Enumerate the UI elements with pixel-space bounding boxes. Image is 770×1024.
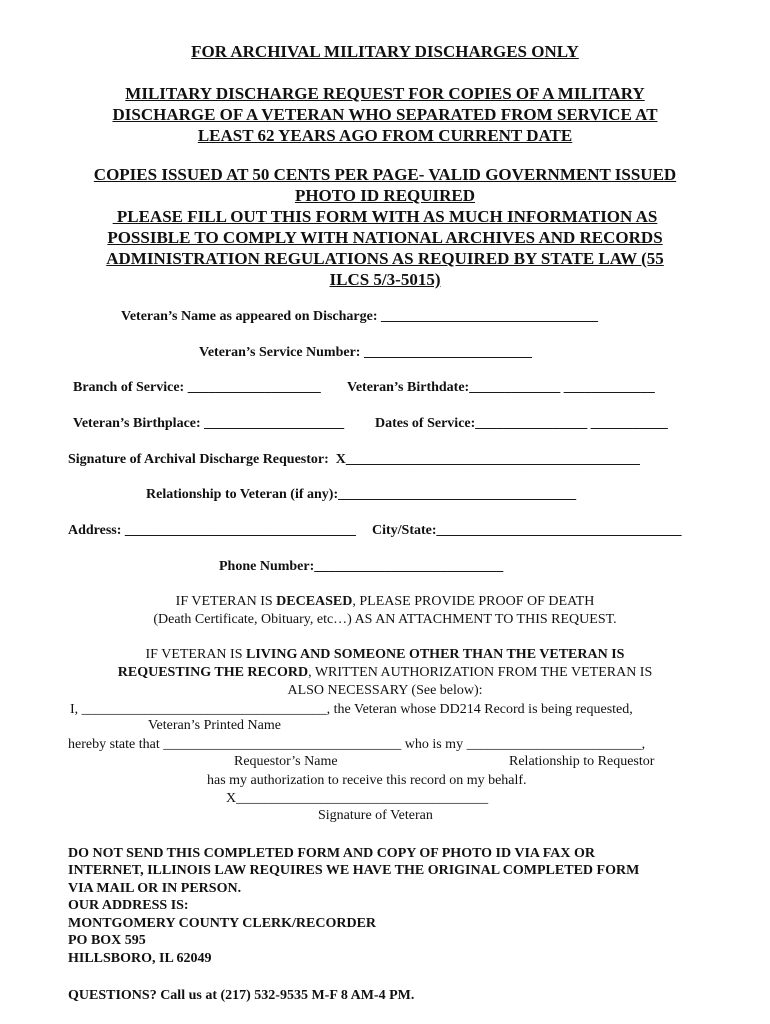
questions-contact: QUESTIONS? Call us at (217) 532-9535 M-F 8 AM-4 PM. xyxy=(68,988,415,1003)
relationship-to-requestor-label: Relationship to Requestor xyxy=(509,754,655,769)
living-notice-line-2: REQUESTING THE RECORD, WRITTEN AUTHORIZATION FROM THE VETERAN IS xyxy=(117,665,653,680)
po-box: PO BOX 595 xyxy=(68,933,146,948)
birthdate-field[interactable]: Veteran’s Birthdate:_____________ _____________ xyxy=(347,380,655,395)
deceased-notice: IF VETERAN IS DECEASED, PLEASE PROVIDE PROOF OF DEATH xyxy=(175,594,595,609)
dates-of-service-field[interactable]: Dates of Service:________________ ___________ xyxy=(375,416,668,431)
authorization-text: has my authorization to receive this record on my behalf. xyxy=(207,773,527,788)
requestor-name-field[interactable]: hereby state that __________________________________ who is my _________________________, xyxy=(68,737,646,752)
birthplace-field[interactable]: Veteran’s Birthplace: ____________________ xyxy=(73,416,345,431)
veteran-signature-field[interactable]: X____________________________________ xyxy=(226,791,489,806)
footer-line-2: INTERNET, ILLINOIS LAW REQUIRES WE HAVE THE ORIGINAL COMPLETED FORM xyxy=(68,863,640,878)
branch-field[interactable]: Branch of Service: ___________________ xyxy=(73,380,321,395)
notice-line-4: POSSIBLE TO COMPLY WITH NATIONAL ARCHIVES AND RECORDS xyxy=(107,228,663,247)
title-line-3: LEAST 62 YEARS AGO FROM CURRENT DATE xyxy=(197,126,573,145)
veteran-printed-name-field[interactable]: I, ___________________________________, the Veteran whose DD214 Record is being requested, xyxy=(70,702,633,717)
living-notice-line-3: ALSO NECESSARY (See below): xyxy=(287,683,483,698)
deceased-attachment-note: (Death Certificate, Obituary, etc…) AS AN ATTACHMENT TO THIS REQUEST. xyxy=(153,612,617,627)
address-field[interactable]: Address: _________________________________ xyxy=(68,523,356,538)
footer-line-1: DO NOT SEND THIS COMPLETED FORM AND COPY OF PHOTO ID VIA FAX OR xyxy=(68,846,595,861)
service-number-field[interactable]: Veteran’s Service Number: ________________________ xyxy=(199,345,532,360)
veteran-name-field[interactable]: Veteran’s Name as appeared on Discharge: _______________________________ xyxy=(121,309,599,324)
office-name: MONTGOMERY COUNTY CLERK/RECORDER xyxy=(68,916,377,931)
notice-line-1: COPIES ISSUED AT 50 CENTS PER PAGE- VALID GOVERNMENT ISSUED xyxy=(93,165,677,184)
notice-line-2: PHOTO ID REQUIRED xyxy=(294,186,476,205)
title-line-2: DISCHARGE OF A VETERAN WHO SEPARATED FROM SERVICE AT xyxy=(112,105,658,124)
footer-line-3: VIA MAIL OR IN PERSON. xyxy=(68,881,242,896)
veteran-printed-name-label: Veteran’s Printed Name xyxy=(148,718,281,733)
living-notice-line-1: IF VETERAN IS LIVING AND SOMEONE OTHER THAN THE VETERAN IS xyxy=(145,647,625,662)
title-line-1: MILITARY DISCHARGE REQUEST FOR COPIES OF A MILITARY xyxy=(125,84,645,103)
city-state-field[interactable]: City/State:___________________________________ xyxy=(372,523,682,538)
relationship-field[interactable]: Relationship to Veteran (if any):__________________________________ xyxy=(146,487,577,502)
requestor-signature-field[interactable]: Signature of Archival Discharge Requestor: X__________________________________________ xyxy=(68,452,640,467)
address-heading: OUR ADDRESS IS: xyxy=(68,898,189,913)
city-zip: HILLSBORO, IL 62049 xyxy=(68,951,212,966)
notice-line-6: ILCS 5/3-5015) xyxy=(329,270,441,289)
archival-heading: FOR ARCHIVAL MILITARY DISCHARGES ONLY xyxy=(191,42,579,61)
phone-field[interactable]: Phone Number:___________________________ xyxy=(219,559,504,574)
requestor-name-label: Requestor’s Name xyxy=(234,754,338,769)
notice-line-5: ADMINISTRATION REGULATIONS AS REQUIRED BY STATE LAW (55 xyxy=(106,249,664,268)
veteran-signature-label: Signature of Veteran xyxy=(318,808,433,823)
notice-line-3: PLEASE FILL OUT THIS FORM WITH AS MUCH INFORMATION AS xyxy=(112,207,658,226)
